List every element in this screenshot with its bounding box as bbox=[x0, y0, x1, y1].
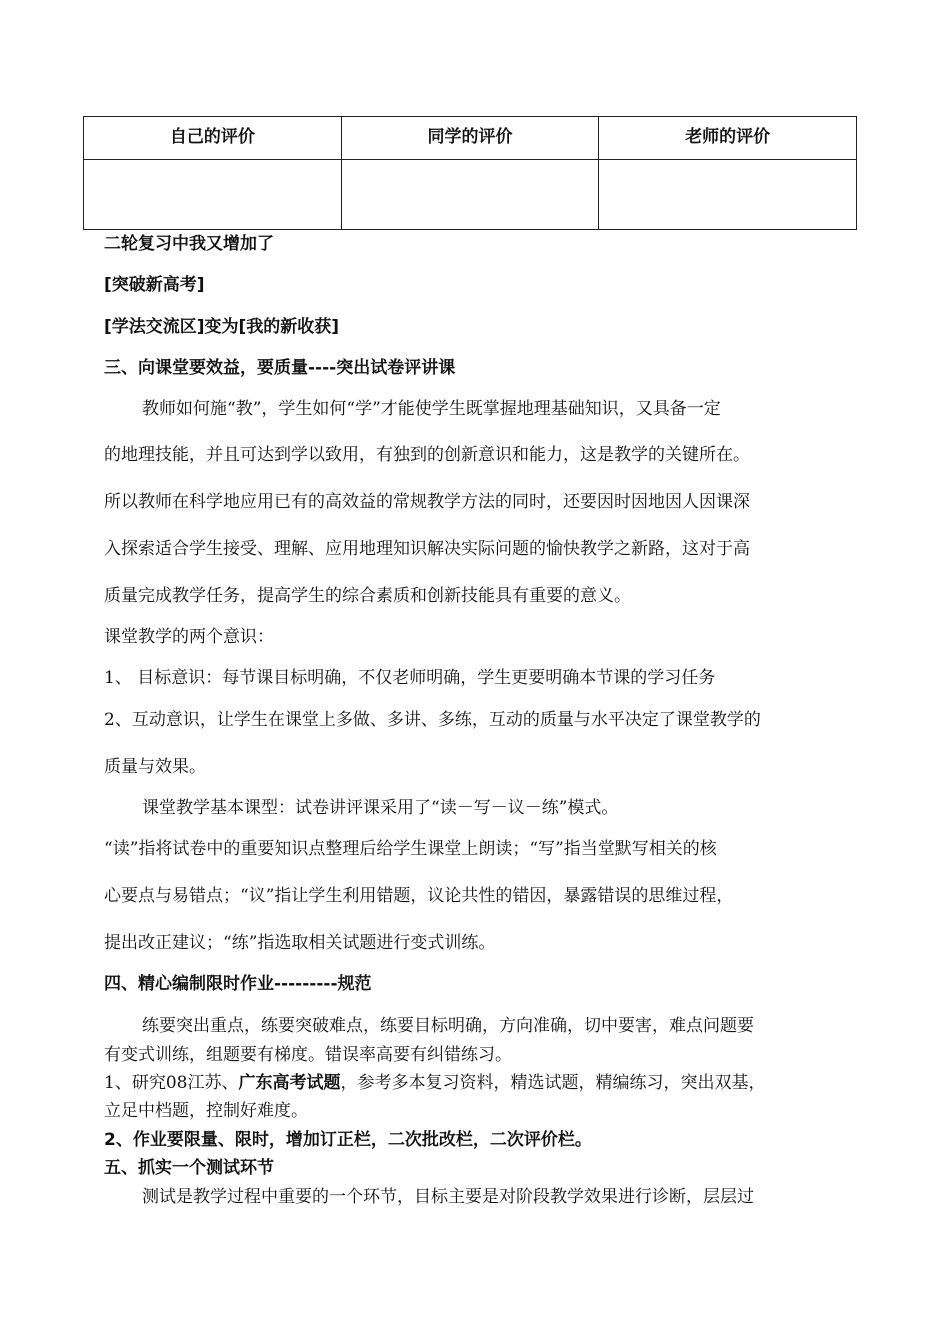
header-self-evaluation: 自己的评价 bbox=[84, 117, 342, 160]
paragraph-line: 立足中档题，控制好难度。 bbox=[104, 1101, 308, 1121]
table-header-row bbox=[84, 117, 857, 160]
paragraph-line: 测试是教学过程中重要的一个环节，目标主要是对阶段教学效果进行诊断，层层过 bbox=[142, 1187, 754, 1207]
paragraph-line: 有变式训练，组题要有梯度。错误率高要有纠错练习。 bbox=[104, 1045, 512, 1065]
paragraph-line: 质量与效果。 bbox=[104, 757, 206, 777]
bracket-exchange: [学法交流区]变为[我的新收获] bbox=[104, 317, 340, 337]
cell-self-evaluation bbox=[84, 160, 342, 230]
list-item: 1、 目标意识：每节课目标明确，不仅老师明确，学生更要明确本节课的学习任务 bbox=[104, 668, 716, 688]
list-item-text: 1、研究08江苏、 bbox=[104, 1073, 239, 1093]
paragraph-line: 心要点与易错点；“议”指让学生利用错题，议论共性的错因，暴露错误的思维过程， bbox=[104, 886, 734, 906]
paragraph-line: 课堂教学的两个意识： bbox=[104, 627, 274, 647]
paragraph-line: “读”指将试卷中的重要知识点整理后给学生课堂上朗读；“写”指当堂默写相关的核 bbox=[104, 839, 717, 859]
section-heading-4: 四、精心编制限时作业---------规范 bbox=[104, 974, 372, 994]
list-item bbox=[104, 1072, 765, 1094]
heading-second-round: 二轮复习中我又增加了 bbox=[104, 234, 274, 254]
section-heading-5: 五、抓实一个测试环节 bbox=[104, 1158, 274, 1178]
paragraph-line: 质量完成教学任务，提高学生的综合素质和创新技能具有重要的意义。 bbox=[104, 586, 631, 606]
header-teacher-evaluation: 老师的评价 bbox=[599, 117, 857, 160]
paragraph-line: 入探索适合学生接受、理解、应用地理知识解决实际问题的愉快教学之新路，这对于高 bbox=[104, 539, 750, 559]
section-heading-3: 三、向课堂要效益，要质量----突出试卷评讲课 bbox=[104, 358, 456, 378]
paragraph-line: 所以教师在科学地应用已有的高效益的常规教学方法的同时，还要因时因地因人因课深 bbox=[104, 492, 750, 512]
paragraph-line: 教师如何施“教”，学生如何“学”才能使学生既掌握地理基础知识，又具备一定 bbox=[142, 399, 721, 419]
paragraph-line: 提出改正建议；“练”指选取相关试题进行变式训练。 bbox=[104, 933, 496, 953]
paragraph-line: 练要突出重点，练要突破难点，练要目标明确，方向准确，切中要害，难点问题要 bbox=[142, 1016, 754, 1036]
evaluation-table bbox=[83, 116, 857, 230]
list-item-bold: 2、作业要限量、限时，增加订正栏，二次批改栏，二次评价栏。 bbox=[104, 1130, 592, 1150]
cell-classmate-evaluation bbox=[341, 160, 599, 230]
paragraph-line: 的地理技能，并且可达到学以致用，有独到的创新意识和能力，这是教学的关键所在。 bbox=[104, 445, 750, 465]
list-item-text: ，参考多本复习资料，精选试题，精编练习，突出双基， bbox=[340, 1073, 766, 1093]
header-classmate-evaluation: 同学的评价 bbox=[341, 117, 599, 160]
bracket-breakthrough: [突破新高考] bbox=[104, 275, 205, 295]
table-empty-row bbox=[84, 160, 857, 230]
cell-teacher-evaluation bbox=[599, 160, 857, 230]
list-item-emphasis: 广东高考试题 bbox=[238, 1073, 341, 1093]
list-item: 2、互动意识，让学生在课堂上多做、多讲、多练，互动的质量与水平决定了课堂教学的 bbox=[104, 710, 761, 730]
paragraph-line: 课堂教学基本课型：试卷讲评课采用了“读－写－议－练”模式。 bbox=[142, 798, 619, 818]
